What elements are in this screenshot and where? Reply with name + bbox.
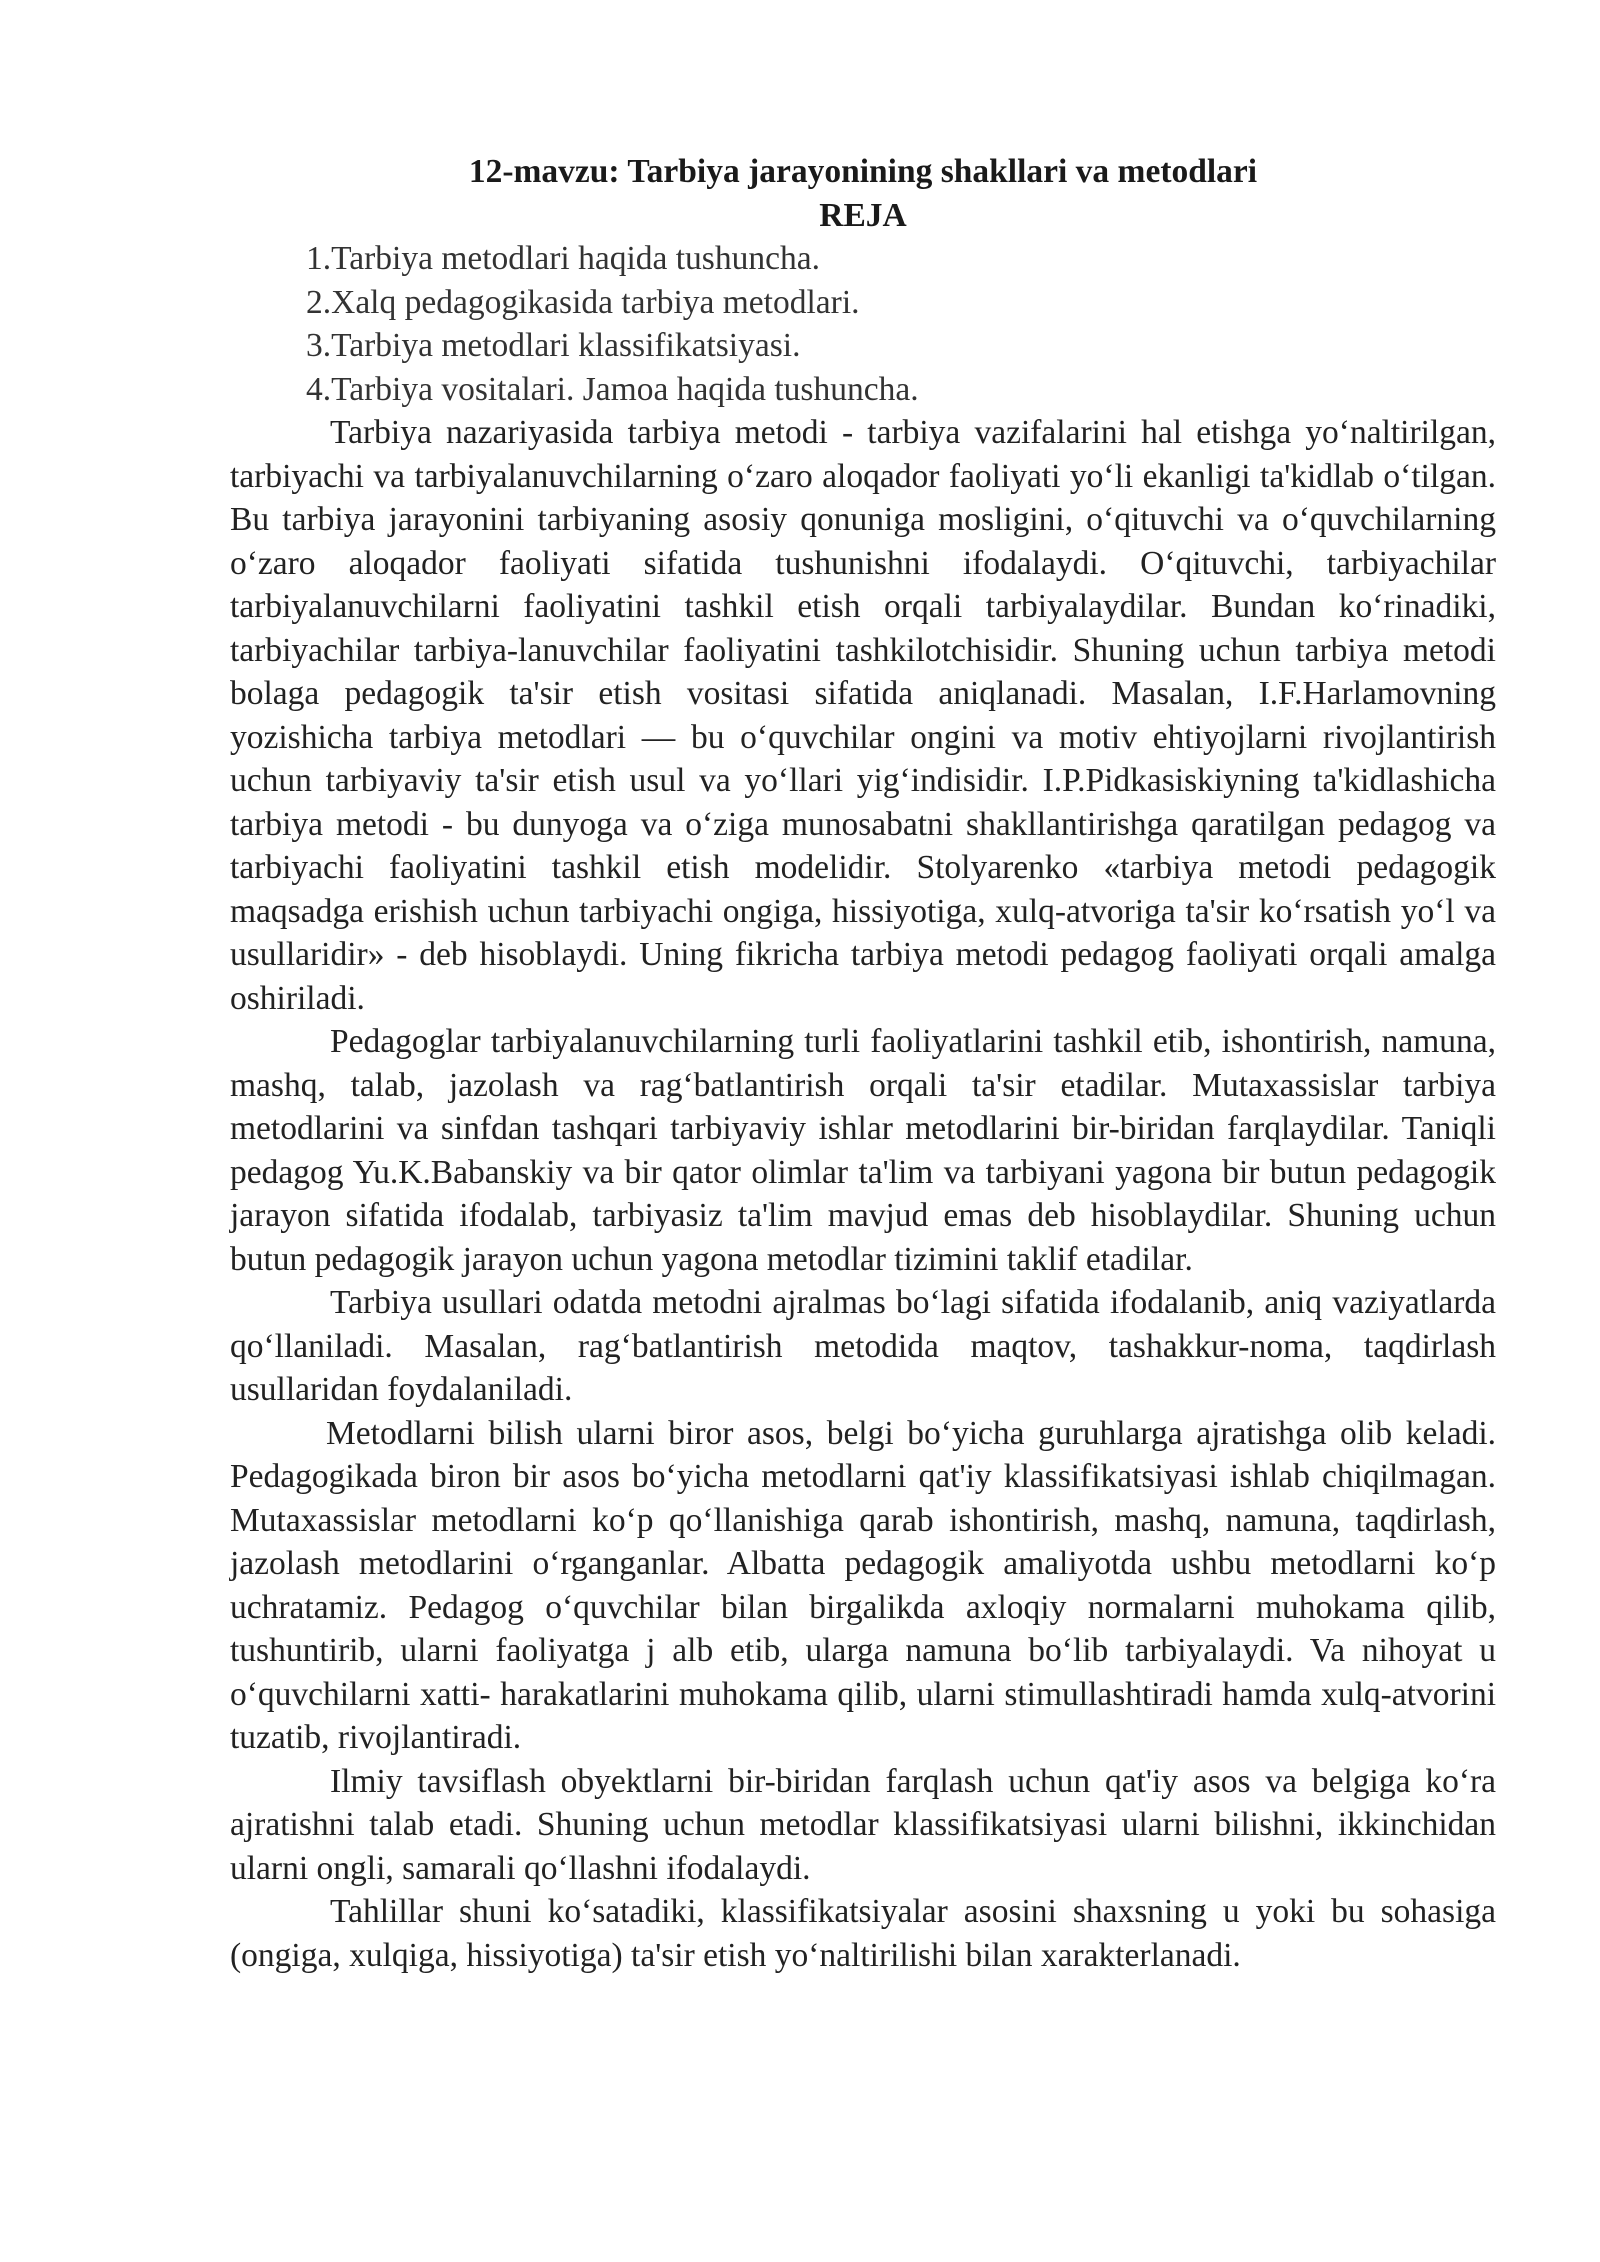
- plan-item: 1.Tarbiya metodlari haqida tushuncha.: [306, 240, 820, 277]
- plan-list: [230, 237, 1496, 411]
- plan-heading: REJA: [819, 196, 907, 234]
- body-paragraph: Tarbiya usullari odatda metodni ajralmas bo‘lagi sifatida ifodalanib, aniq vaziyatlarda qo‘llaniladi. Masalan, rag‘batlantirish metodida maqtov, tashakkur-noma, taqdirlash usullaridan foydalaniladi.: [230, 1284, 1496, 1408]
- body-paragraph: Ilmiy tavsiflash obyektlarni bir-biridan farqlash uchun qat'iy asos va belgiga ko‘ra ajratishni talab etadi. Shuning uchun metodlar klassifikatsiyasi ularni bilishni, ikkinchidan ularni ongli, samarali qo‘llashni ifodalaydi.: [230, 1762, 1496, 1887]
- body-paragraph: Tarbiya nazariyasida tarbiya metodi - tarbiya vazifalarini hal etishga yo‘naltirilgan, tarbiyachi va tarbiyalanuvchilarning o‘zaro aloqador faoliyati yo‘li ekanligi ta'kidlab o‘tilgan. Bu tarbiya jarayonini tarbiyaning asosiy qonuniga mosligini, o‘qituvchi va o‘quvchilarning o‘zaro aloqador faoliyati sifatida tushunishni ifodalaydi. O‘qituvchi, tarbiyachilar tarbiyalanuvchilarni faoliyatini tashkil etish orqali tarbiyalaydilar. Bundan ko‘rinadiki, tarbiyachilar tarbiya-lanuvchilar faoliyatini tashkilotchisidir. Shuning uchun tarbiya metodi bolaga pedagogik ta'sir etish vositasi sifatida aniqlanadi. Masalan, I.F.Harlamovning yozishicha tarbiya metodlari — bu o‘quvchilar ongini va motiv ehtiyojlarni rivojlantirish uchun tarbiyaviy ta'sir etish usul va yo‘llari yig‘indisidir. I.P.Pidkasiskiyning ta'kidlashicha tarbiya metodi - bu dunyoga va o‘ziga munosabatni shakllantirishga qaratilgan pedagog va tarbiyachi faoliyatini tashkil etish modelidir. Stolyarenko «tarbiya metodi pedagogik maqsadga erishish uchun tarbiyachi ongiga, hissiyotiga, xulq-atvoriga ta'sir ko‘rsatish yo‘l va usullaridir» - deb hisoblaydi. Uning fikricha tarbiya metodi pedagog faoliyati orqali amalga oshiriladi.: [230, 414, 1496, 1017]
- plan-item: 2.Xalq pedagogikasida tarbiya metodlari.: [306, 283, 860, 321]
- body-paragraph: Tahlillar shuni ko‘satadiki, klassifikatsiyalar asosini shaxsning u yoki bu sohasiga (ongiga, xulqiga, hissiyotiga) ta'sir etish yo‘naltirilishi bilan xarakterlanadi.: [230, 1893, 1496, 1974]
- body-paragraph: Pedagoglar tarbiyalanuvchilarning turli faoliyatlarini tashkil etib, ishontirish, namuna, mashq, talab, jazolash va rag‘batlantirish orqali ta'sir etadilar. Mutaxassislar tarbiya metodlarini va sinfdan tashqari tarbiyaviy ishlar metodlarini bir-biridan farqlaydilar. Taniqli pedagog Yu.K.Babanskiy va bir qator olimlar ta'lim va tarbiyani yagona bir butun pedagogik jarayon sifatida ifodalab, tarbiyasiz ta'lim mavjud emas deb hisoblaydilar. Shuning uchun butun pedagogik jarayon uchun yagona metodlar tizimini taklif etadilar.: [230, 1023, 1496, 1278]
- plan-item: 3.Tarbiya metodlari klassifikatsiyasi.: [306, 327, 801, 364]
- document-page: [230, 150, 1496, 1977]
- document-title: 12-mavzu: Tarbiya jarayonining shakllari va metodlari: [468, 153, 1258, 190]
- plan-item: 4.Tarbiya vositalari. Jamoa haqida tushuncha.: [306, 370, 919, 408]
- body-paragraph: Metodlarni bilish ularni biror asos, belgi bo‘yicha guruhlarga ajratishga olib keladi. Pedagogikada biron bir asos bo‘yicha metodlarni qat'iy klassifikatsiyasi ishlab chiqilmagan. Mutaxassislar metodlarni ko‘p qo‘llanishiga qarab ishontirish, mashq, namuna, taqdirlash, jazolash metodlarini o‘rganganlar. Albatta pedagogik amaliyotda ushbu metodlarni ko‘p uchratamiz. Pedagog o‘quvchilar bilan birgalikda axloqiy normalarni muhokama qilib, tushuntirib, ularni faoliyatga j alb etib, ularga namuna bo‘lib tarbiyalaydi. Va nihoyat u o‘quvchilarni xatti- harakatlarini muhokama qilib, ularni stimullashtiradi hamda xulq-atvorini tuzatib, rivojlantiradi.: [230, 1414, 1496, 1756]
